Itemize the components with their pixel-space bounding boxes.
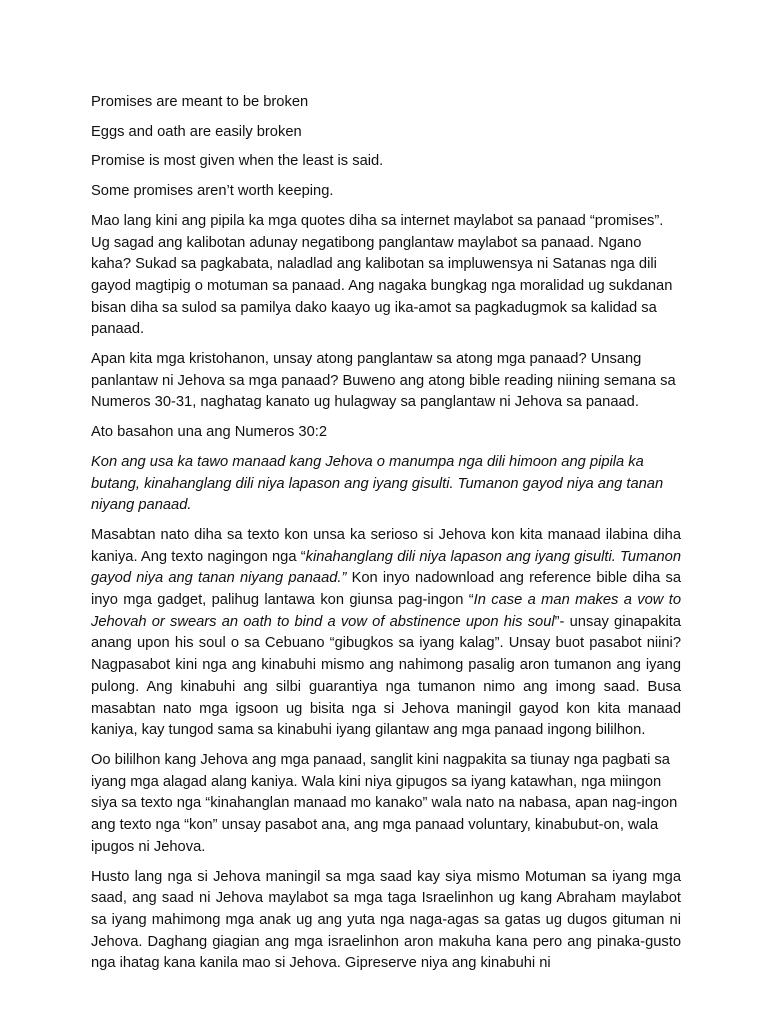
paragraph-explanation [91, 525, 681, 742]
paragraph-fulfill: Husto lang nga si Jehova maningil sa mga saad kay siya mismo Motuman sa iyang mga saad, ang saad ni Jehova maylabot sa mga taga Israelinhon ug kang Abraham maylabot sa iyang mahimong mga anak ug ang yuta nga naga-agas sa gatas ug dugos gituman ni Jehova. Daghang giagian ang mga israelinhon aron makuha kana pero ang pinaka-gusto nga ihatag kana kanila mao si Jehova. Gipreserve niya ang kinabuhi ni [91, 868, 681, 972]
quote-line: Promises are meant to be broken [91, 94, 309, 110]
document-page [91, 92, 681, 983]
text-run: ”- unsay ginapakita anang upon his soul o sa Cebuano “gibugkos sa iyang kalag”. Unsay buot pasabot niini? Nagpasabot kini nga ang kinabuhi mismo ang nahimong pasalig aron tumanon ang iyang pulong. Ang kinabuhi ang silbi guarantiya nga tumanon nimo ang imong saad. Busa masabtan nato mga igsoon ug bisita nga si Jehova maningil gayod kon kita manaad kaniya, kay tungod sama sa kinabuhi iyang gilantaw ang mga panaad ingong bililhon. [91, 613, 681, 739]
scripture-quote: Kon ang usa ka tawo manaad kang Jehova o manumpa nga dili himoon ang pipila ka butang, kinahanglang dili niya lapason ang iyang gisulti. Tumanon gayod niya ang tanan niyang panaad. [91, 453, 664, 514]
quote-line: Promise is most given when the least is said. [91, 153, 384, 170]
paragraph-reading: Ato basahon una ang Numeros 30:2 [91, 424, 327, 441]
text-run-italic: In case a man makes a vow to Jehovah or swears an oath to bind a vow of abstinence upon his soul [91, 592, 681, 630]
text-run: Kon inyo nadownload ang reference bible diha sa inyo mga gadget, palihug lantawa kon giunsa pag-ingon “ [91, 570, 681, 609]
paragraph-intro: Mao lang kini ang pipila ka mga quotes diha sa internet maylabot sa panaad “promises”. Ug sagad ang kalibotan adunay negatibong panglantaw maylabot sa panaad. Ngano kaha? Sukad sa pagkabata, naladlad ang kalibotan sa impluwensya ni Satanas nga dili gayod magtipig o motuman sa panaad. Ang nagaka bungkag nga moralidad ug sukdanan bisan diha sa sulod sa pamilya dako kaayo ug ika-amot sa pagkadugmok sa kalidad sa panaad. [91, 212, 673, 338]
paragraph-question: Apan kita mga kristohanon, unsay atong panglantaw sa atong mga panaad? Unsang panlantaw ni Jehova sa mga panaad? Buweno ang atong bible reading niining semana sa Numeros 30-31, naghatag kanato ug hulagway sa panglantaw ni Jehova sa panaad. [91, 351, 676, 411]
text-run: Masabtan nato diha sa texto kon unsa ka serioso si Jehova kon kita manaad ilabina diha kaniya. Ang texto nagingon nga “ [91, 526, 681, 565]
text-run-italic: kinahanglang dili niya lapason ang iyang gisulti. Tumanon gayod niya ang tanan niyang panaad.” [91, 548, 681, 587]
quote-line: Eggs and oath are easily broken [91, 123, 302, 140]
quote-line: Some promises aren’t worth keeping. [91, 183, 334, 200]
paragraph-precious: Oo bililhon kang Jehova ang mga panaad, sanglit kini nagpakita sa tiunay nga pagbati sa iyang mga alagad alang kaniya. Wala kini niya gipugos sa iyang katawhan, nga miingon siya sa texto nga “kinahanglan manaad mo kanako” wala nato na nabasa, apan nag-ingon ang texto nga “kon” unsay pasabot ana, ang mga panaad voluntary, kinabubut-on, wala ipugos ni Jehova. [91, 751, 678, 855]
